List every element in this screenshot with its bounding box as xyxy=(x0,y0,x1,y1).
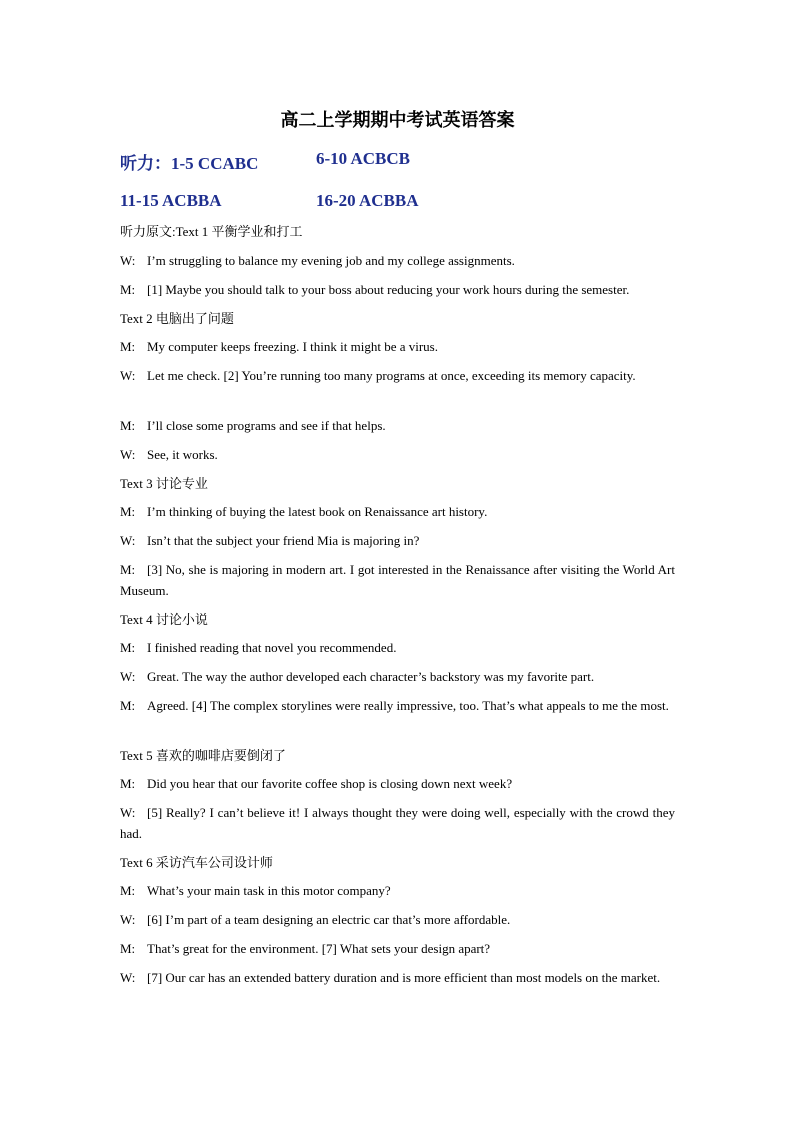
answer-row-1 xyxy=(120,149,410,174)
transcript-heading-4: Text 4 讨论小说 xyxy=(120,612,208,627)
dialog-line: M: [3] No, she is majoring in modern art. I got interested in the Renaissance after visiting the World Art Museum. xyxy=(120,562,675,598)
transcript-label: 听力原文: xyxy=(120,224,176,239)
dialog-line: W: Isn’t that the subject your friend Mia is majoring in? xyxy=(120,533,420,548)
answer-6-10: 6-10 ACBCB xyxy=(316,149,410,168)
dialog-line: W: [7] Our car has an extended battery duration and is more efficient than most models on the market. xyxy=(120,970,661,985)
answer-16-20: 16-20 ACBBA xyxy=(316,191,419,210)
dialog-line: M: [1] Maybe you should talk to your boss about reducing your work hours during the semester. xyxy=(120,282,630,297)
transcript-heading-6: Text 6 采访汽车公司设计师 xyxy=(120,855,273,870)
dialog-line: M: My computer keeps freezing. I think it might be a virus. xyxy=(120,339,438,354)
transcript-heading-3: Text 3 讨论专业 xyxy=(120,476,208,491)
dialog-line: M: I’ll close some programs and see if that helps. xyxy=(120,418,386,433)
dialog-line: W: [5] Really? I can’t believe it! I always thought they were doing well, especially with the crowd they had. xyxy=(120,805,675,841)
page-title: 高二上学期期中考试英语答案 xyxy=(280,110,515,130)
dialog-line: W: [6] I’m part of a team designing an electric car that’s more affordable. xyxy=(120,912,511,927)
answer-row-2 xyxy=(120,191,419,211)
answer-label: 听力： xyxy=(120,154,171,173)
dialog-line: W: Great. The way the author developed each character’s backstory was my favorite part. xyxy=(120,669,595,684)
dialog-line: W: Let me check. [2] You’re running too many programs at once, exceeding its memory capacity. xyxy=(120,368,636,383)
dialog-line: M: What’s your main task in this motor company? xyxy=(120,883,391,898)
dialog-line: M: I finished reading that novel you recommended. xyxy=(120,640,397,655)
dialog-line: M: Agreed. [4] The complex storylines were really impressive, too. That’s what appeals to me the most. xyxy=(120,698,669,713)
transcript-heading-1: 听力原文:Text 1 平衡学业和打工 xyxy=(120,224,303,239)
dialog-line: W: I’m struggling to balance my evening job and my college assignments. xyxy=(120,253,515,268)
answer-1-5: 1-5 CCABC xyxy=(171,154,259,173)
dialog-line: M: I’m thinking of buying the latest book on Renaissance art history. xyxy=(120,504,488,519)
transcript-heading-5: Text 5 喜欢的咖啡店要倒闭了 xyxy=(120,748,286,763)
dialog-line: M: That’s great for the environment. [7] What sets your design apart? xyxy=(120,941,491,956)
dialog-line: W: See, it works. xyxy=(120,447,218,462)
transcript-heading-2: Text 2 电脑出了问题 xyxy=(120,311,234,326)
dialog-line: M: Did you hear that our favorite coffee shop is closing down next week? xyxy=(120,776,513,791)
answer-11-15: 11-15 ACBBA xyxy=(120,191,222,210)
